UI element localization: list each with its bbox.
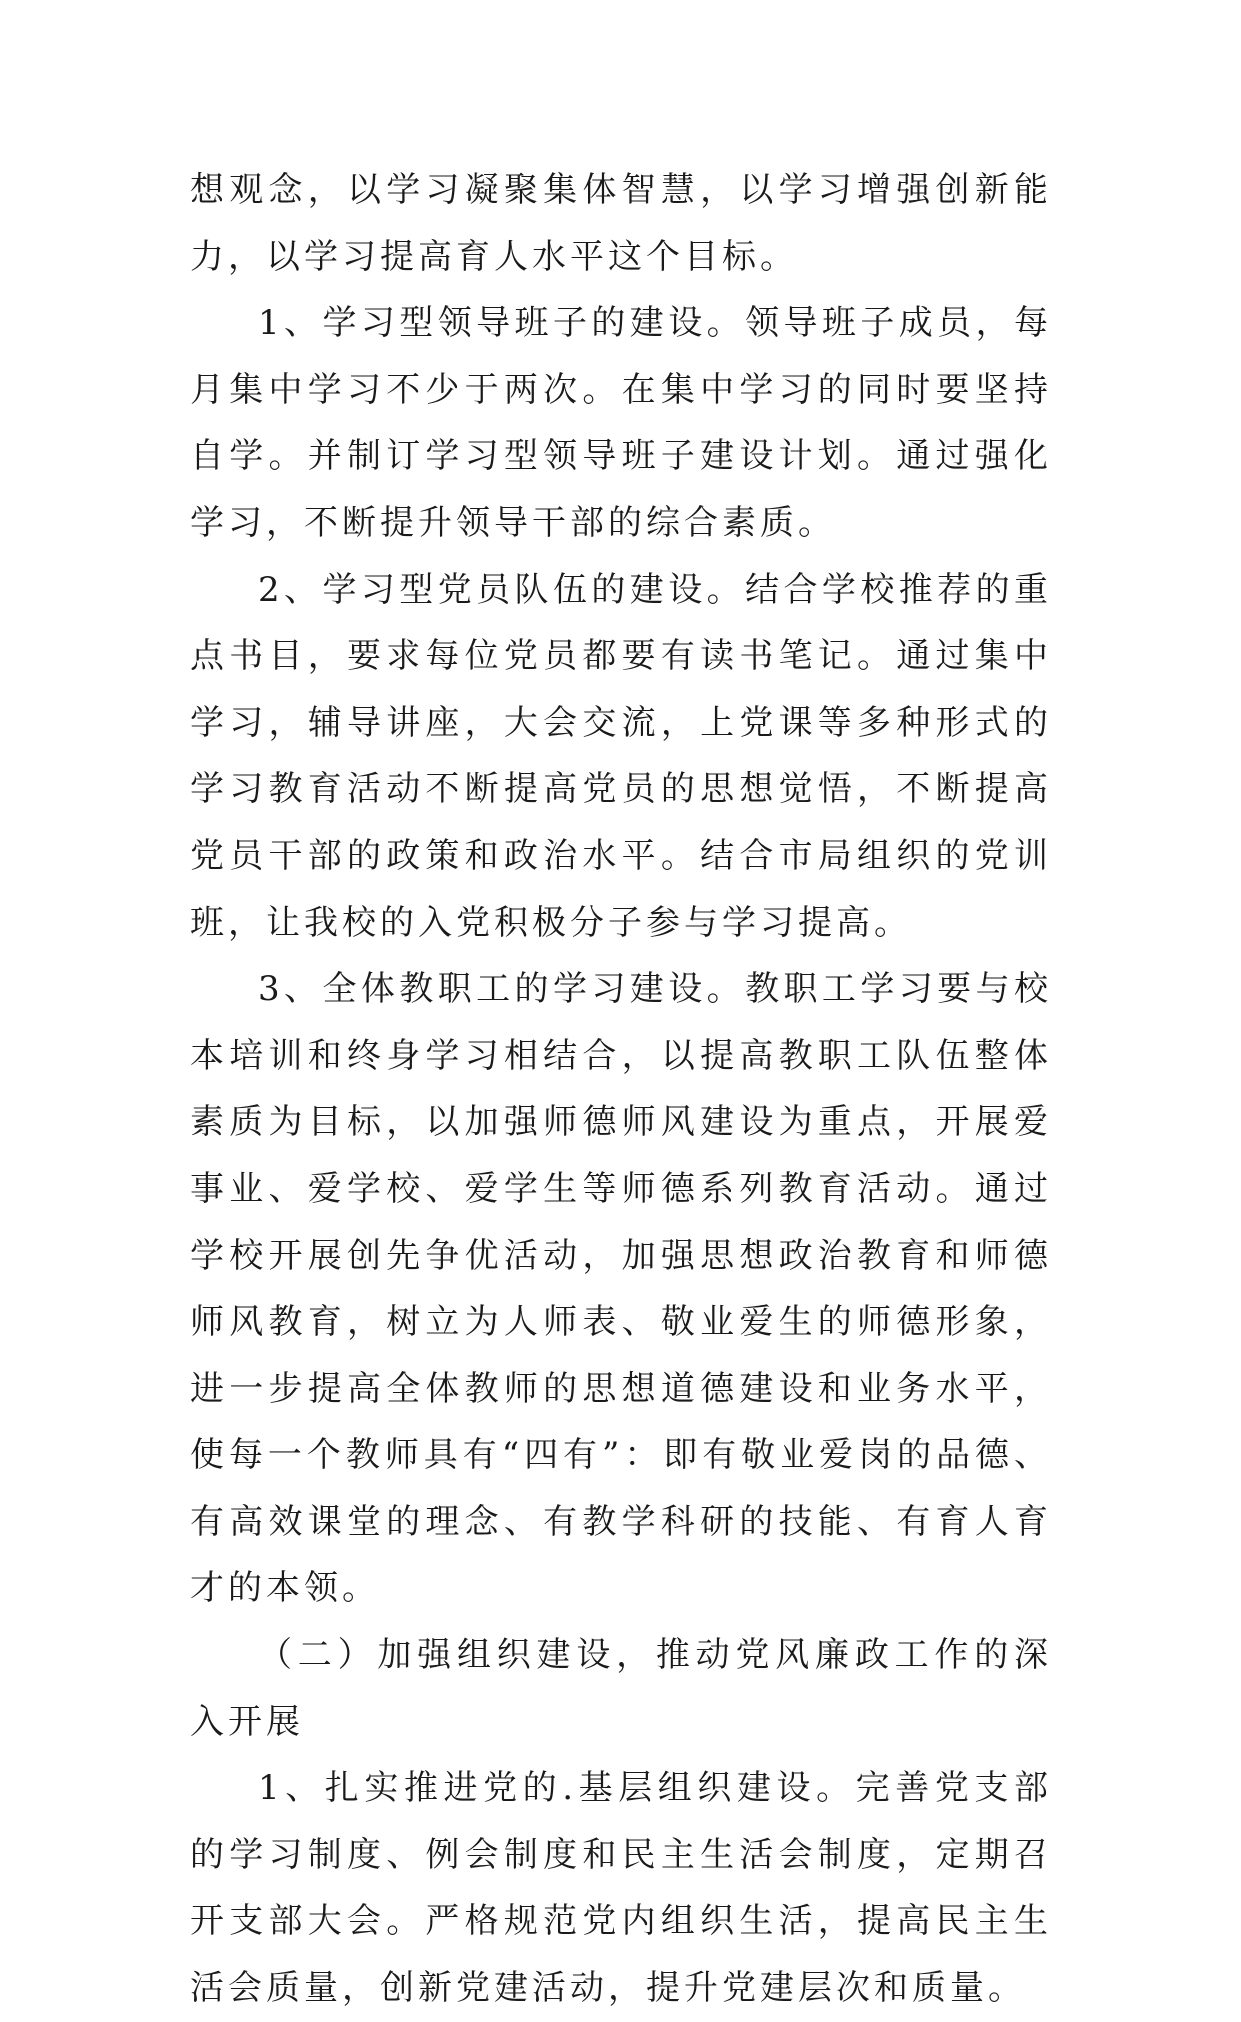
paragraph-all-staff: 3、全体教职工的学习建设。教职工学习要与校本培训和终身学习相结合，以提高教职工队伍整体素质为目标，以加强师德师风建设为重点，开展爱事业、爱学校、爱学生等师德系列教育活动。通过学校开展创先争优活动，加强思想政治教育和师德师风教育，树立为人师表、敬业爱生的师德形象，进一步提高全体教师的思想道德建设和业务水平，使每一个教师具有“四有”：即有敬业爱岗的品德、有高效课堂的理念、有教学科研的技能、有育人育才的本领。 bbox=[190, 969, 1052, 1609]
paragraph-party-members: 2、学习型党员队伍的建设。结合学校推荐的重点书目，要求每位党员都要有读书笔记。通过集中学习，辅导讲座，大会交流，上党课等多种形式的学习教育活动不断提高党员的思想觉悟，不断提高党员干部的政策和政治水平。结合市局组织的党训班，让我校的入党积极分子参与学习提高。 bbox=[190, 569, 1052, 943]
paragraph-continuation: 想观念，以学习凝聚集体智慧，以学习增强创新能力，以学习提高育人水平这个目标。 bbox=[190, 170, 1052, 277]
document-body bbox=[190, 157, 1052, 2022]
paragraph-leadership-team: 1、学习型领导班子的建设。领导班子成员，每月集中学习不少于两次。在集中学习的同时要坚持自学。并制订学习型领导班子建设计划。通过强化学习，不断提升领导干部的综合素质。 bbox=[190, 303, 1052, 543]
section-heading-organization: （二）加强组织建设，推动党风廉政工作的深入开展 bbox=[190, 1635, 1052, 1742]
paragraph-grassroots-organization: 1、扎实推进党的.基层组织建设。完善党支部的学习制度、例会制度和民主生活会制度，定期召开支部大会。严格规范党内组织生活，提高民主生活会质量，创新党建活动，提升党建层次和质量。 bbox=[190, 1768, 1052, 2009]
